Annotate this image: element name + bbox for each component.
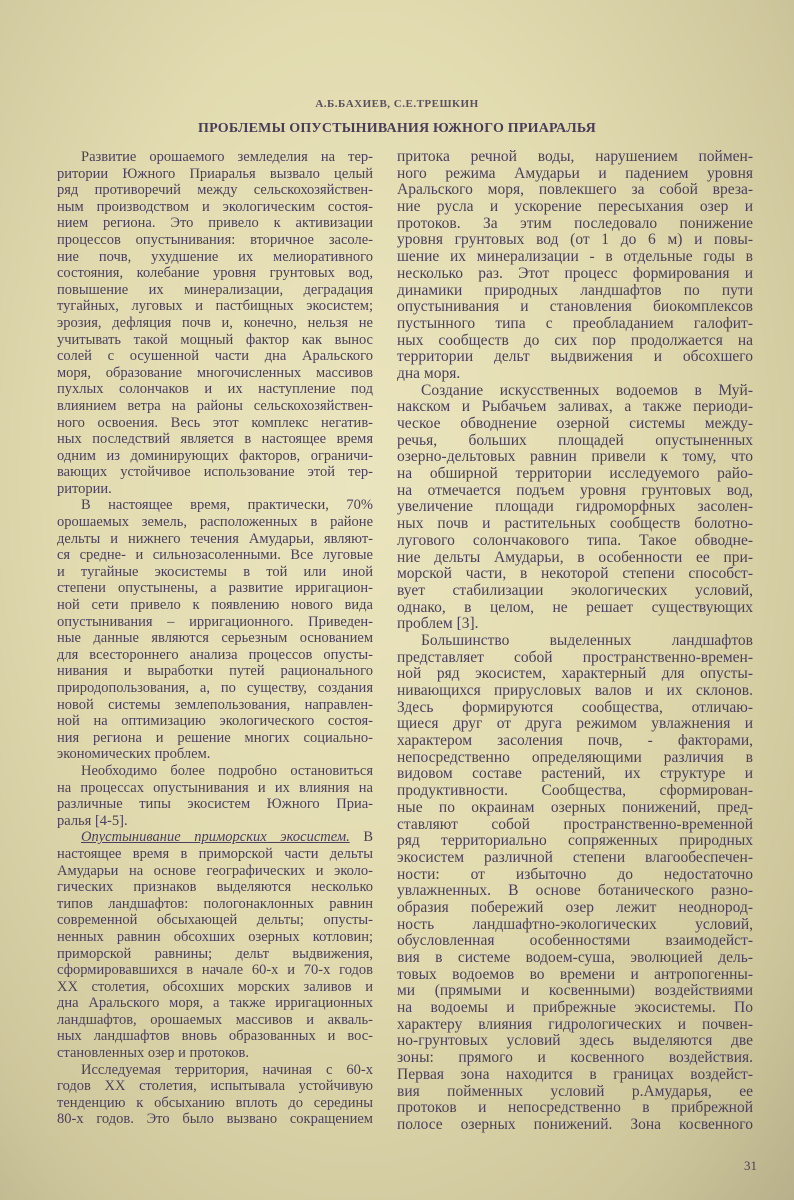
text-line: Здесь формируются сообщества, отличаю- xyxy=(397,698,753,716)
text-line: экосистем различной степени влагообеспечен- xyxy=(397,848,753,866)
text-line: влиянием ветра на районы сельскохозяйствен- xyxy=(57,397,373,414)
text-line: характеру влияния гидрологических и почвен- xyxy=(397,1015,753,1033)
text-line: учитывать такой мощный фактор как вынос xyxy=(57,331,373,348)
text-line: дна моря. xyxy=(397,364,461,382)
text-line: территории дельт выдвижения и обсохшего xyxy=(397,348,753,366)
text-line: ного режима Амударьи и падением уровня xyxy=(397,164,753,182)
text-line: ной на оптимизацию экологического состоя- xyxy=(57,713,373,730)
text-line: 80-х годов. Это было вызвано сокращением xyxy=(57,1111,373,1128)
text-line: на процессах опустынивания и их влияния на xyxy=(57,779,373,796)
text-line: ритории Южного Приаралья вызвало целый xyxy=(57,165,373,182)
right-column xyxy=(397,149,753,1134)
text-line: становленных озер и протоков. xyxy=(57,1045,250,1062)
text-line: степени опустынены, а развитие ирригацион- xyxy=(57,580,373,597)
text-line: вия пойменных условий р.Амударья, ее xyxy=(397,1082,753,1100)
text-line: эрозия, дефляция почв и, конечно, нельзя не xyxy=(57,314,373,331)
text-line: обусловленная особенностями взаимодейст- xyxy=(397,932,753,950)
text-line: однако, в целом, не решает существующих xyxy=(397,598,753,616)
text-line: ряд территориально сопряженных природных xyxy=(397,832,753,850)
text-line: товых водоемов во времени и антропогенны- xyxy=(397,965,753,983)
text-line: природопользования, а, по существу, создания xyxy=(57,680,373,696)
paragraph xyxy=(57,829,373,1061)
text-line: притока речной воды, нарушением поймен- xyxy=(397,148,753,165)
text-line: накском и Рыбачьем заливах, а также периоди- xyxy=(397,398,753,416)
paragraph xyxy=(57,497,373,763)
text-line: видовом составе растений, их структуре и xyxy=(397,765,753,783)
text-line: шение их минерализации - в отдельные годы в xyxy=(397,248,753,266)
text-line: лугового солончакового типа. Такое обводне- xyxy=(397,531,753,549)
text-line: образия побережий озер лежит неоднород- xyxy=(397,898,753,916)
text-line: представляет собой пространственно-времен- xyxy=(397,648,753,666)
text-line: динамики природных ландшафтов по пути xyxy=(397,281,753,299)
text-line: морской части, в некоторой степени способст- xyxy=(397,565,753,583)
text-line: на обширной территории исследуемого райо- xyxy=(397,465,753,483)
text-line: ной сети привело к появлению нового вида xyxy=(57,597,373,614)
text-line: ческое обводнение озерной системы между- xyxy=(397,415,753,432)
text-line: ным производством и экологическим состоя- xyxy=(57,198,373,215)
text-line: несколько раз. Этот процесс формирования и xyxy=(397,264,753,282)
text-line: нием региона. Это привело к активизации xyxy=(57,215,373,232)
text-line: Создание искусственных водоемов в Муй- xyxy=(421,381,753,399)
text-line: тугайных, луговых и пастбищных экосистем; xyxy=(57,298,373,315)
text-line: процессов опустынивания: вторичное засоле- xyxy=(57,231,373,248)
text-line: орошаемых земель, расположенных в районе xyxy=(57,514,373,531)
text-line: состояния, колебание уровня грунтовых вод, xyxy=(57,265,373,282)
text-line: пухлых солончаков и их наступление под xyxy=(57,381,373,398)
text-line: ралья [4-5]. xyxy=(57,812,128,829)
text-line: ряд противоречий между сельскохозяйствен- xyxy=(57,182,373,199)
text-line: ных почв и растительных сообществ болотно- xyxy=(397,515,753,533)
text-line: дельты и нижнего течения Амударьи, являют- xyxy=(57,530,373,547)
text-line: XX столетия, обсохших морских заливов и xyxy=(57,978,373,995)
paragraph xyxy=(57,1062,373,1128)
text-line: полосе озерных понижений. Зона косвенного xyxy=(397,1115,753,1133)
paragraph xyxy=(397,633,753,1134)
text-line: одним из доминирующих факторов, ограничи- xyxy=(57,447,373,464)
text-line: увеличение площади гидроморфных засолен- xyxy=(397,498,753,516)
text-line: Необходимо более подробно остановиться xyxy=(81,762,373,779)
text-line: настоящее время в приморской части дельты xyxy=(57,845,373,862)
page-number: 31 xyxy=(744,1158,757,1173)
text-line: проблем [3]. xyxy=(397,615,479,633)
text-line: ных последствий является в настоящее время xyxy=(57,431,373,448)
text-line: на водоемы и прибрежные экосистемы. По xyxy=(397,999,753,1017)
paragraph xyxy=(397,383,753,633)
text-line: Большинство выделенных ландшафтов xyxy=(421,631,753,649)
text-line: приморской равнины; дельт выдвижения, xyxy=(57,945,373,962)
text-line: ные данные являются серьезным основанием xyxy=(57,630,373,647)
text-line: для всестороннего анализа процессов опусты- xyxy=(57,646,373,663)
text-line: нивающихся прирусловых валов и их склонов. xyxy=(397,682,753,699)
text-line: ние дельты Амударьи, в особенности ее при- xyxy=(397,548,753,566)
section-heading-italic: Опустынивание приморских экосистем. xyxy=(81,829,350,846)
text-line: уровня грунтовых вод (от 1 до 6 м) и повы- xyxy=(397,231,753,249)
text-line: годов XX столетия, испытывала устойчивую xyxy=(57,1078,373,1095)
text-line: и тугайные экосистемы в той или иной xyxy=(57,563,373,580)
text-line: ные по окраинам озерных понижений, пред- xyxy=(397,798,753,816)
text-line: ландшафтов, орошаемых массивов и акваль- xyxy=(57,1011,373,1028)
text-line: опустынивания – ирригационного. Приведен- xyxy=(57,613,373,630)
text-line: непосредственно определяющими различия в xyxy=(397,748,753,766)
text-line: ности: от избыточно до недостаточно xyxy=(397,865,753,883)
text-line: вающих устойчивое использование этой тер- xyxy=(57,464,373,481)
text-line: нивания и выработки путей рационального xyxy=(57,663,373,680)
text-line: гических признаков выделяются несколько xyxy=(57,879,373,896)
text-line: различные типы экосистем Южного Приа- xyxy=(57,796,373,813)
text-line: ние русла и ускорение пересыхания озер и xyxy=(397,198,753,216)
text-line: ной ряд экосистем, характерный для опусты- xyxy=(397,665,753,683)
text-line: продуктивности. Сообщества, сформирован- xyxy=(397,782,753,800)
text-line: Первая зона находится в границах воздейст- xyxy=(397,1065,753,1083)
text-line: протоков. За этим последовало понижение xyxy=(397,214,753,232)
text-line: ность ландшафтно-экологических условий, xyxy=(397,915,753,933)
text-line: солей с осушенной части дна Аральского xyxy=(57,348,373,365)
article-title: ПРОБЛЕМЫ ОПУСТЫНИВАНИЯ ЮЖНОГО ПРИАРАЛЬЯ xyxy=(198,121,596,136)
text-line: ние почв, ухудшение их мелиоративного xyxy=(57,248,373,265)
text-line: протоков и непосредственно в прибрежной xyxy=(397,1099,753,1117)
text-line: пустынного типа с преобладанием галофит- xyxy=(397,314,753,332)
text-line: современной обсыхающей дельты; опусты- xyxy=(57,912,373,929)
text-line: ния региона и решение многих социально- xyxy=(57,729,373,746)
text-line: сформировавшихся в начале 60-х и 70-х годов xyxy=(57,962,373,979)
text-line: Аральского моря, повлекшего за собой вреза- xyxy=(397,181,753,199)
paragraph xyxy=(397,149,753,383)
authors: А.Б.БАХИЕВ, С.Е.ТРЕШКИН xyxy=(315,98,479,110)
text-line: зоны: прямого и косвенного воздействия. xyxy=(397,1049,753,1067)
text-line: вия в системе водоем-суша, эволюцией дель- xyxy=(397,949,753,966)
text-line: опустынивания и становления биокомплексов xyxy=(397,298,753,316)
text-line: но-грунтовых условий здесь выделяются две xyxy=(397,1032,753,1050)
left-column xyxy=(57,149,373,1128)
text-line: ных ландшафтов вновь образованных и вос- xyxy=(57,1028,373,1045)
text-line: на отмечается подъем уровня грунтовых вод, xyxy=(397,481,753,499)
text-line: ми (прямыми и косвенными) воздействиями xyxy=(397,982,753,1000)
text-line: ного освоения. Весь этот комплекс негатив- xyxy=(57,414,373,431)
text-line: щиеся друг от друга режимом увлажнения и xyxy=(397,715,753,733)
text-line: ся средне- и сильнозасоленными. Все луговые xyxy=(57,547,373,564)
text-line: экономических проблем. xyxy=(57,746,211,763)
text-line: Исследуемая территория, начиная с 60-х xyxy=(81,1061,373,1078)
text-line: ных сообществ до сих пор продолжается на xyxy=(397,331,753,349)
text-line: дна Аральского моря, а также ирригационных xyxy=(57,995,373,1012)
text-line: моря, образование многочисленных массивов xyxy=(57,364,373,381)
text-line: Развитие орошаемого земледелия на тер- xyxy=(81,149,373,165)
text-line: ставляют собой пространственно-временной xyxy=(397,815,753,833)
text-fragment: В xyxy=(363,829,374,846)
text-line: озерно-дельтовых равнин привели к тому, что xyxy=(397,448,753,466)
text-line: повышение их минерализации, деградация xyxy=(57,281,373,298)
text-line: ненных равнин обсохших озерных котловин; xyxy=(57,928,373,945)
text-line: характером засоления почв, - факторами, xyxy=(397,732,753,750)
text-line: новой системы землепользования, направлен- xyxy=(57,696,373,713)
text-line: ритории. xyxy=(57,480,112,497)
paragraph xyxy=(57,149,373,497)
text-line: Амударьи на основе географических и эколо- xyxy=(57,862,373,879)
text-line: увлажненных. В основе ботанического разно- xyxy=(397,882,753,900)
text-line: В настоящее время, практически, 70% xyxy=(81,497,373,514)
text-line: типов ландшафтов: пологонаклонных равнин xyxy=(57,895,373,912)
paragraph xyxy=(57,763,373,829)
text-line xyxy=(57,829,373,846)
text-line: речья, больших площадей опустыненных xyxy=(397,431,753,449)
text-line: тенденцию к обсыханию вплоть до середины xyxy=(57,1094,373,1111)
text-line: вует стабилизации экологических условий, xyxy=(397,581,753,599)
